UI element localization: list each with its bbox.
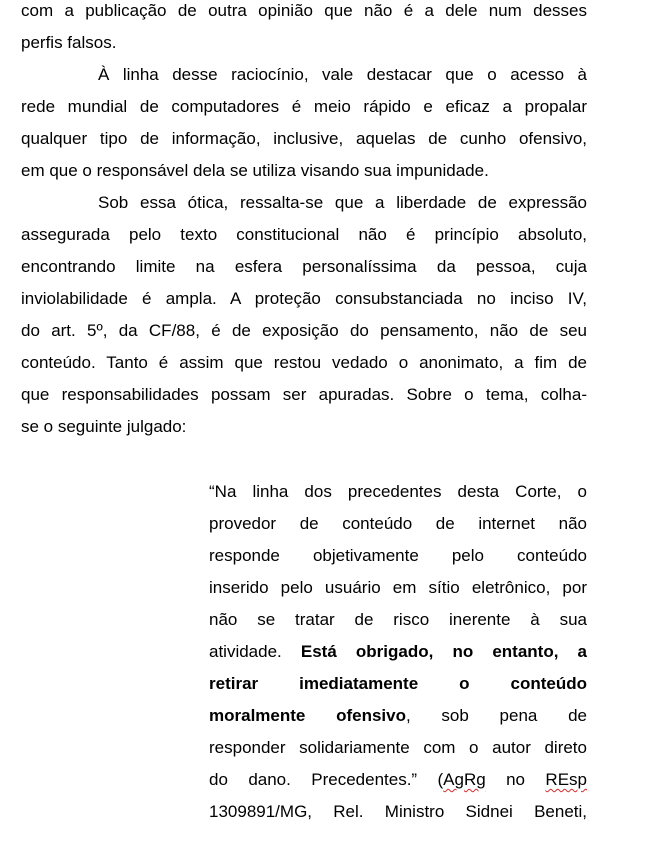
quote-line: responde objetivamente pelo conteúdo: [209, 546, 587, 565]
quote-bold-text: Está obrigado, no entanto, a: [300, 642, 587, 661]
quote-line: 1309891/MG, Rel. Ministro Sidnei Beneti,: [209, 802, 587, 821]
body-text-line: perfis falsos.: [21, 33, 117, 52]
quote-line: responder solidariamente com o autor direto: [209, 738, 587, 757]
quote-line: inserido pelo usuário em sítio eletrônico, por: [209, 578, 587, 597]
quote-line: não se tratar de risco inerente à sua: [209, 610, 587, 629]
body-text-line: que responsabilidades possam ser apuradas. Sobre o tema, colha-: [21, 385, 587, 404]
body-text-line: do art. 5º, da CF/88, é de exposição do pensamento, não de seu: [21, 321, 587, 340]
body-text-line: com a publicação de outra opinião que não é a dele num desses: [21, 1, 587, 20]
spellcheck-underlined-word: REsp: [545, 770, 587, 789]
quote-line: [209, 769, 587, 791]
paragraph-first-line: Sob essa ótica, ressalta-se que a liberdade de expressão: [98, 193, 587, 212]
body-text-line: encontrando limite na esfera personalíssima da pessoa, cuja: [21, 257, 587, 276]
quote-line: [209, 641, 587, 663]
quote-line: [209, 673, 587, 695]
paragraph-first-line: À linha desse raciocínio, vale destacar que o acesso à: [98, 65, 587, 84]
quote-text: do dano. Precedentes.” (: [209, 770, 444, 789]
quote-bold-text: moralmente ofensivo: [209, 706, 406, 725]
quote-line: [209, 705, 587, 727]
quote-bold-text: retirar imediatamente o conteúdo: [209, 674, 587, 693]
body-text-line: assegurada pelo texto constitucional não é princípio absoluto,: [21, 225, 587, 244]
quote-line: “Na linha dos precedentes desta Corte, o: [209, 482, 587, 501]
body-text-line: em que o responsável dela se utiliza visando sua impunidade.: [21, 161, 489, 180]
quote-text: no: [485, 770, 546, 789]
quote-text: , sob pena de: [405, 706, 587, 725]
body-text-line: inviolabilidade é ampla. A proteção consubstanciada no inciso IV,: [21, 289, 587, 308]
body-text-line: rede mundial de computadores é meio rápido e eficaz a propalar: [21, 97, 587, 116]
body-text-line: se o seguinte julgado:: [21, 417, 187, 436]
quote-line: provedor de conteúdo de internet não: [209, 514, 587, 533]
body-text-line: qualquer tipo de informação, inclusive, aquelas de cunho ofensivo,: [21, 129, 587, 148]
spellcheck-underlined-word: AgRg: [443, 770, 486, 789]
body-text-line: conteúdo. Tanto é assim que restou vedado o anonimato, a fim de: [21, 353, 587, 372]
quote-text: atividade.: [209, 642, 301, 661]
